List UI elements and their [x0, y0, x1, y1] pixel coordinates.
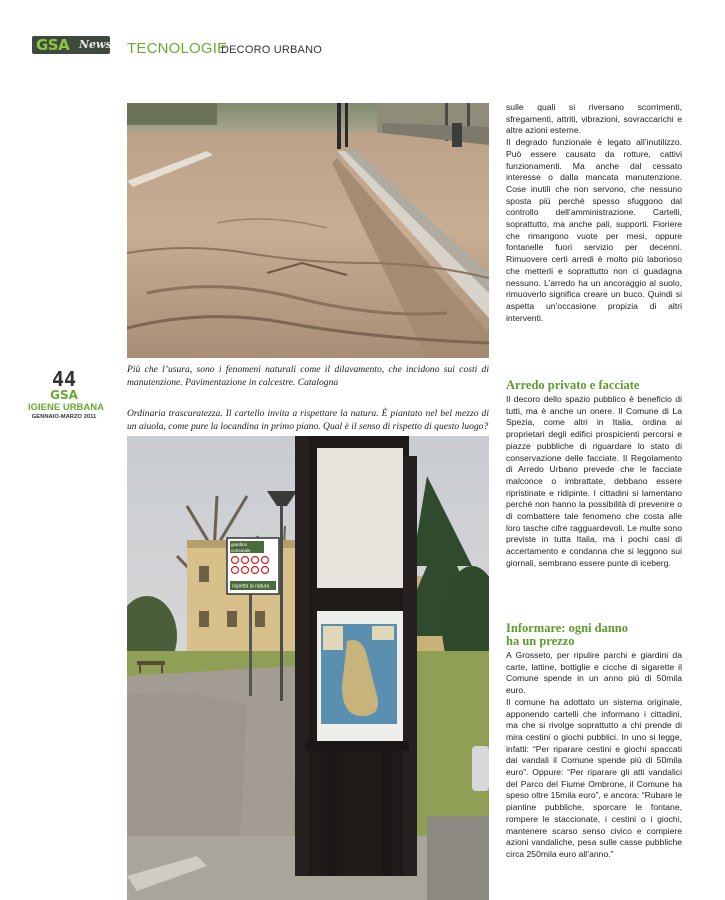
- article-column-1: [506, 102, 682, 324]
- photo1-caption: Più che l’usura, sono i fenomeni naturali come il dilavamento, che incidono sui costi di manutenzione. Pavimentazione in calcestre. Catalogna: [127, 364, 489, 388]
- paragraph: sulle quali si riversano scorrimenti, sfregamenti, attriti, vibrazioni, sovraccarichi e altre azioni esterne.: [506, 102, 682, 136]
- park-sign-footer: rispetta la natura: [232, 583, 270, 590]
- section-heading-line1: Informare: ogni danno: [506, 621, 629, 635]
- page-folio: [28, 367, 105, 421]
- folio-brand: GSA: [50, 388, 78, 402]
- logo-gsa-text: GSA: [36, 36, 70, 54]
- photo2-caption: Ordinaria trascuratezza. Il cartello invita a rispettare la natura. È piantato nel bel mezzo di un aiuola, come pure la locandina in primo piano. Qual è il senso di rispetto di questo luogo?: [127, 408, 489, 432]
- photo-notice-board: [127, 436, 489, 900]
- paragraph: Il degrado funzionale è legato all’inutilizzo. Può essere causato da rotture, cattivi funzionamenti. Ma anche dal cessato interesse o dalla mancata manutenzione. Cose inutili che non servono, che nessuno sposta più perché spesso sfuggono dal controllo dell’amministrazione. Cartelli, soprattutto, ma anche pali, supporti. Fioriere che rimangono vuote per mesi, oppure fontanelle fuori servizio per decenni. Rimuovere certi arredi è molto più laborioso che metterli e soprattutto non ci guadagna nessuno. L’arredo ha un ancoraggio al suolo, rimuoverlo significa creare un buco. Quindi si aspetta un’occasione propizia di altri interventi.: [506, 137, 682, 323]
- paragraph: A Grosseto, per ripulire parchi e giardini da carte, lattine, bottiglie e cicche di sigarette il Comune spende in un anno più di 50mila euro.: [506, 650, 682, 696]
- park-sign-line2: comunale: [231, 548, 251, 553]
- park-sign-line1: giardino: [231, 542, 248, 547]
- logo-news-text: News: [79, 38, 112, 51]
- paragraph: Il decoro dello spazio pubblico è beneficio di tutti, ma è anche un onere. Il Comune di La Spezia, come altri in Italia, ordina ai proprietari degli edifici prospicienti percorsi e piazze pubbliche di riguardare lo stato di conservazione delle facciate. Il Regolamento di Arredo Urbano prevede che le facciate malconce o imbrattate, debbano essere ripristinate e ridipinte. I cittadini si lamentano perché non hanno la possibilità di prevenire o di combattere tale fenomeno che costa alle loro tasche cifre ragguardevoli. Le multe sono previste in tutta Italia, ma i pochi casi di accertamento e condanna che si leggono sui giornali, sembrano essere punte di iceberg.: [506, 394, 682, 568]
- section-title: TECNOLOGIE: [127, 40, 228, 57]
- paragraph: Il comune ha adottato un sistema originale, apponendo cartelli che informano i cittadini, ma che si rivolge soprattutto a chi prende di mira cestini o giochi pubblici. In uno si legge, infatti: “Per riparare cestini e giochi spaccati dai vandali il Comune spende più di 50mila euro”. Oppure: “Per riparare gli atti vandalici del Parco del Fiume Ombrone, il Comune ha speso oltre 15mila euro”, e ancora: “Rubare le piantine pubbliche, sporcare le fontane, rompere le staccionate, i cestini o i giochi, mantenere scarso senso civico e compiere azioni vandaliche, pesa sulle casse pubbliche circa 250mila euro all’anno.”: [506, 696, 682, 859]
- subsection-title: DECORO URBANO: [221, 44, 322, 56]
- section-heading: Arredo privato e facciate: [506, 378, 640, 392]
- park-sign: [227, 538, 279, 594]
- folio-magazine: IGIENE URBANA: [28, 402, 105, 413]
- article-section-inform: [506, 622, 682, 861]
- magazine-logo: [32, 36, 110, 54]
- folio-issue-date: GENNAIO-MARZO 2011: [31, 414, 97, 420]
- photo-pavement: [127, 103, 489, 358]
- article-section-private-furniture: [506, 379, 682, 570]
- page-number: 44: [51, 367, 77, 391]
- section-heading-line2: ha un prezzo: [506, 634, 575, 648]
